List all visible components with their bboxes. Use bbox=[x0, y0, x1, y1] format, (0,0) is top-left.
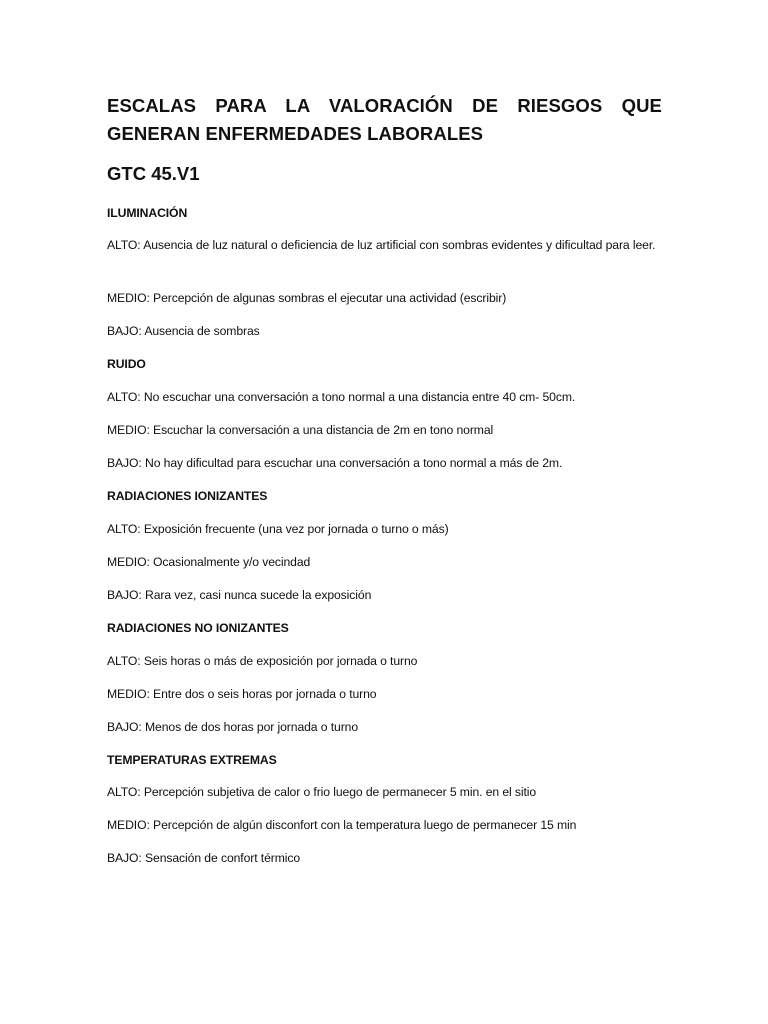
scale-item bbox=[107, 520, 662, 539]
level-description: Exposición frecuente (una vez por jornada o turno o más) bbox=[140, 522, 449, 536]
level-description: Seis horas o más de exposición por jornada o turno bbox=[140, 654, 418, 668]
scale-item bbox=[107, 783, 662, 802]
level-description: No escuchar una conversación a tono normal a una distancia entre 40 cm- 50cm. bbox=[140, 390, 576, 404]
scale-item bbox=[107, 454, 662, 473]
level-label: MEDIO: bbox=[107, 555, 150, 569]
document-subtitle: GTC 45.V1 bbox=[107, 163, 200, 184]
level-label: MEDIO: bbox=[107, 687, 150, 701]
level-label: BAJO: bbox=[107, 851, 142, 865]
scale-item bbox=[107, 586, 662, 605]
level-description: Sensación de confort térmico bbox=[141, 851, 301, 865]
level-label: BAJO: bbox=[107, 588, 142, 602]
section-heading-ruido: RUIDO bbox=[107, 357, 146, 371]
level-label: BAJO: bbox=[107, 720, 142, 734]
level-description: Escuchar la conversación a una distancia de 2m en tono normal bbox=[149, 423, 494, 437]
scale-item bbox=[107, 553, 662, 572]
level-description: Entre dos o seis horas por jornada o turno bbox=[149, 687, 377, 701]
scale-item bbox=[107, 849, 662, 868]
scale-item bbox=[107, 652, 662, 671]
scale-item bbox=[107, 388, 662, 407]
level-description: Rara vez, casi nunca sucede la exposición bbox=[141, 588, 372, 602]
level-label: ALTO: bbox=[107, 785, 141, 799]
section-heading-radiaciones-no-ionizantes: RADIACIONES NO IONIZANTES bbox=[107, 621, 289, 635]
level-label: BAJO: bbox=[107, 324, 142, 338]
level-label: MEDIO: bbox=[107, 818, 150, 832]
level-label: MEDIO: bbox=[107, 291, 150, 305]
level-description: Percepción de algunas sombras el ejecutar una actividad (escribir) bbox=[149, 291, 507, 305]
level-description: Percepción de algún disconfort con la temperatura luego de permanecer 15 min bbox=[149, 818, 577, 832]
scale-item bbox=[107, 816, 662, 835]
section-heading-temperaturas-extremas: TEMPERATURAS EXTREMAS bbox=[107, 753, 277, 767]
scale-item bbox=[107, 289, 662, 308]
level-description: Menos de dos horas por jornada o turno bbox=[141, 720, 359, 734]
level-label: ALTO: bbox=[107, 522, 141, 536]
level-description: Ocasionalmente y/o vecindad bbox=[149, 555, 311, 569]
scale-item bbox=[107, 685, 662, 704]
scale-item bbox=[107, 421, 662, 440]
level-description: Ausencia de sombras bbox=[141, 324, 260, 338]
level-label: MEDIO: bbox=[107, 423, 150, 437]
scale-item bbox=[107, 718, 662, 737]
document-title: ESCALAS PARA LA VALORACIÓN DE RIESGOS QUE GENERAN ENFERMEDADES LABORALES bbox=[107, 95, 662, 144]
level-label: ALTO: bbox=[107, 390, 141, 404]
level-label: ALTO: bbox=[107, 238, 141, 252]
level-label: ALTO: bbox=[107, 654, 141, 668]
scale-item bbox=[107, 322, 662, 341]
level-description: Ausencia de luz natural o deficiencia de luz artificial con sombras evidentes y dificultad para leer. bbox=[140, 238, 656, 252]
section-heading-radiaciones-ionizantes: RADIACIONES IONIZANTES bbox=[107, 489, 268, 503]
level-description: Percepción subjetiva de calor o frio luego de permanecer 5 min. en el sitio bbox=[140, 785, 537, 799]
level-label: BAJO: bbox=[107, 456, 142, 470]
scale-item bbox=[107, 236, 662, 255]
section-heading-iluminacion: ILUMINACIÓN bbox=[107, 206, 188, 220]
level-description: No hay dificultad para escuchar una conversación a tono normal a más de 2m. bbox=[141, 456, 563, 470]
